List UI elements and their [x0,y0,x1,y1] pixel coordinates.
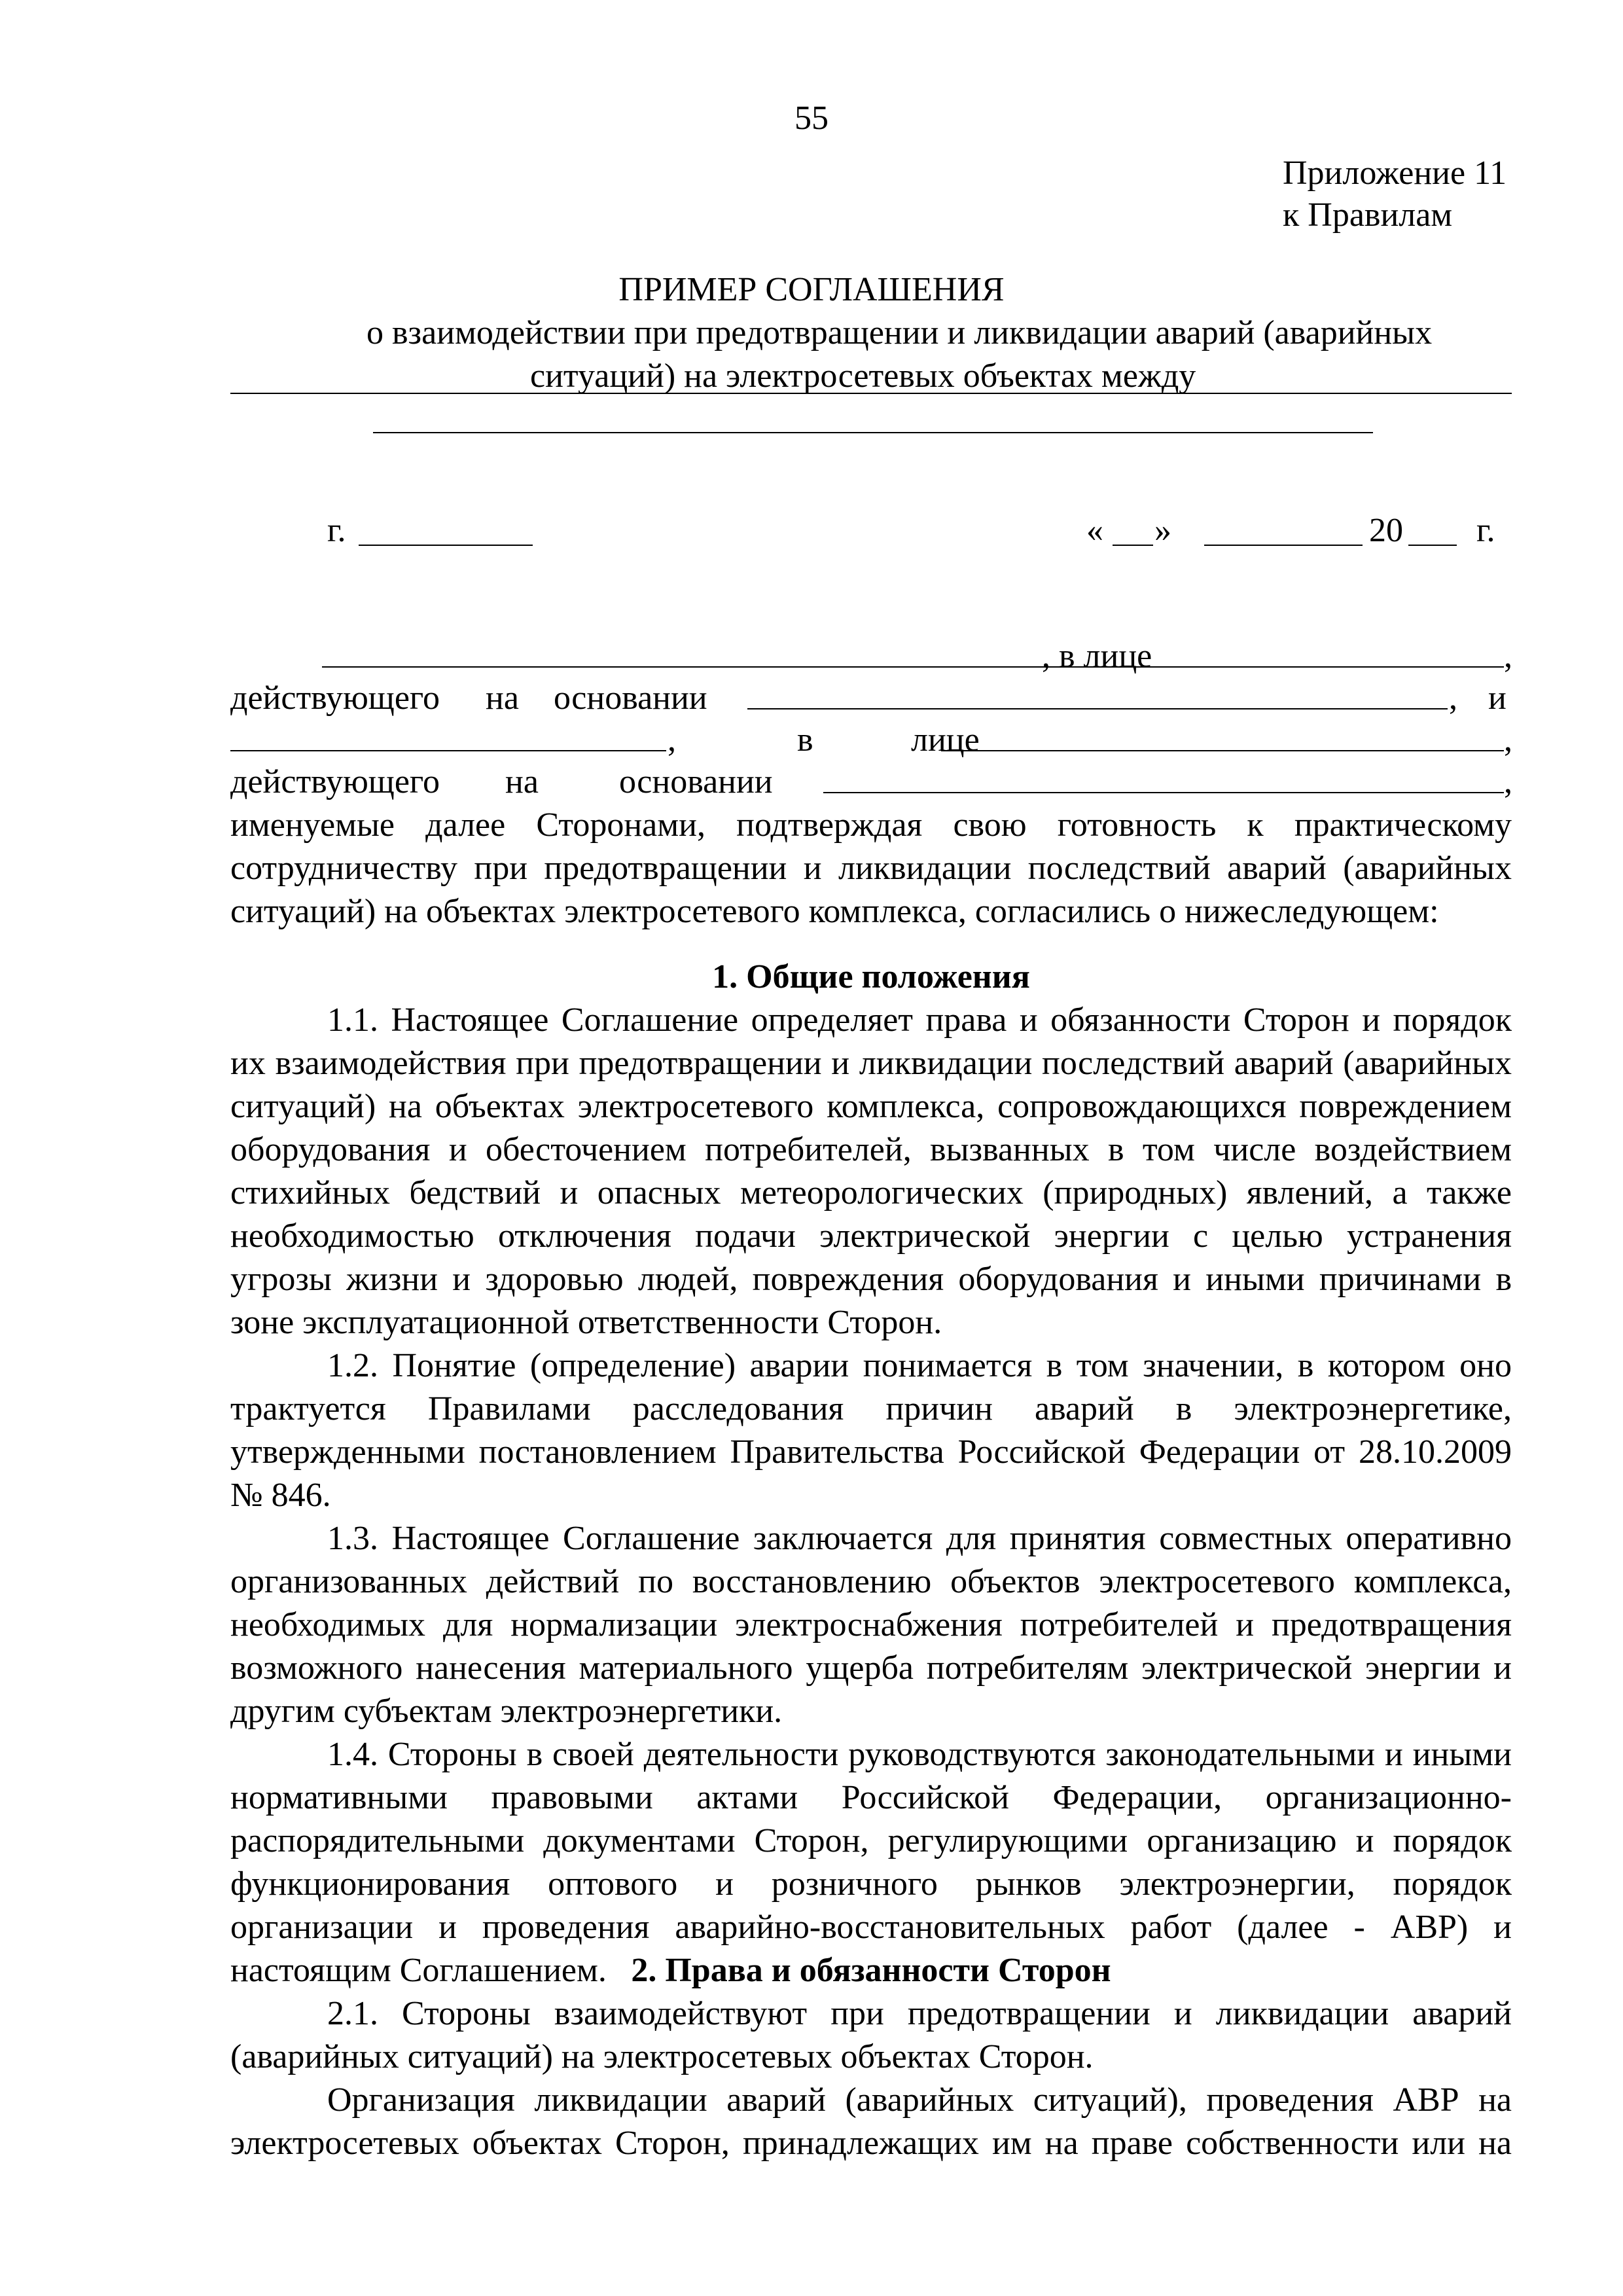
acting-label-1: действующего [230,679,440,717]
in-person-label-1: , в лице [1042,637,1152,675]
clause-2-1: 2.1. Стороны взаимодействуют при предотвращении и ликвидации аварий (аварийных ситуаций) на электросетевых объектах Сторон. [230,1995,1512,2075]
year-prefix: 20 [1369,512,1403,549]
clause-2-1-continuation: Организация ликвидации аварий (аварийных ситуаций), проведения АВР на электросетевых объектах Сторон, принадлежащих им на праве собственности или на [230,2081,1512,2162]
comma-3: , [668,721,676,759]
party-2-row [230,719,1512,762]
section-1-heading: 1. Общие положения [712,958,1030,996]
basis-label-2: основании [619,763,773,800]
clause-1-1: 1.1. Настоящее Соглашение определяет права и обязанности Сторон и порядок их взаимодействия при предотвращении и ликвидации последствий аварий (аварийных ситуаций) на объектах электросетевого комплекса, сопровождающихся повреждением оборудования и обесточением потребителей, вызванных в том числе воздействием стихийных бедствий и опасных метеорологических (природных) явлений, а также необходимостью отключения подачи электрической энергии с целью устранения угрозы жизни и здоровью людей, повреждения оборудования и иными причинами в зоне эксплуатационной ответственности Сторон. [230,1001,1512,1341]
v-label: в [797,721,813,759]
document-title: ПРИМЕР СОГЛАШЕНИЯ [618,271,1005,308]
comma-5: , [1504,763,1512,800]
month-field[interactable] [1204,511,1363,546]
party-1-name-field[interactable] [322,635,1042,668]
section-2-heading: 2. Права и обязанности Сторон [631,1952,1111,1989]
party-2-basis-row [230,761,1512,804]
day-field[interactable] [1113,511,1153,546]
page-number: 55 [794,99,829,137]
appendix-line-1: Приложение 11 [1283,154,1507,192]
document-subtitle-line-1: о взаимодействии при предотвращении и ликвидации аварий (аварийных [366,314,1433,351]
party-1-representative-field[interactable] [965,635,1504,668]
party-names-line-2[interactable] [373,432,1373,433]
city-label: г. [327,512,346,549]
date-open-quote: « [1086,512,1103,549]
on-label-2: на [505,763,539,800]
face-label: лице [911,721,980,759]
and-label: и [1488,679,1507,717]
party-1-basis-field[interactable] [747,677,1448,709]
party-2-name-field[interactable] [230,719,666,751]
date-close-quote: » [1154,512,1171,549]
acting-label-2: действующего [230,763,440,800]
clause-1-3: 1.3. Настоящее Соглашение заключается для принятия совместных оперативно организованных действий по восстановлению объектов электросетевого комплекса, необходимых для нормализации электроснабжения потребителей и предотвращения возможного нанесения материального ущерба потребителям электрической энергии и другим субъектам электроэнергетики. [230,1520,1512,1730]
year-field[interactable] [1408,511,1457,546]
city-field[interactable] [359,511,533,546]
party-2-basis-field[interactable] [823,761,1504,793]
comma-1: , [1504,637,1512,675]
clause-1-2: 1.2. Понятие (определение) аварии понимается в том значении, в котором оно трактуется Правилами расследования причин аварий в электроэнергетике, утвержденными постановлением Правительства Российской Федерации от 28.10.2009 № 846. [230,1347,1512,1514]
on-label-1: на [486,679,519,717]
party-1-row [230,635,1512,678]
comma-2: , [1449,679,1457,717]
party-2-representative-field[interactable] [941,719,1504,751]
clause-1-4: 1.4. Стороны в своей деятельности руководствуются законодательными и иными нормативными правовыми актами Российской Федерации, организационно-распорядительными документами Сторон, регулирующими организацию и порядок функционирования оптового и розничного рынков электроэнергии, порядок организации и проведения аварийно-восстановительных работ (далее - АВР) и настоящим Соглашением. [230,1736,1512,1989]
document-subtitle-line-2: ситуаций) на электросетевых объектах между [530,357,1196,395]
comma-4: , [1504,721,1512,759]
parties-intro-paragraph: именуемые далее Сторонами, подтверждая свою готовность к практическому сотрудничеству при предотвращении и ликвидации последствий аварий (аварийных ситуаций) на объектах электросетевого комплекса, согласились о нижеследующем: [230,806,1512,930]
party-names-line-1[interactable] [230,393,1512,394]
appendix-reference [1283,152,1507,236]
basis-label-1: основании [554,679,707,717]
party-1-basis-row [230,677,1512,720]
appendix-line-2: к Правилам [1283,196,1453,234]
year-suffix: г. [1476,512,1495,549]
